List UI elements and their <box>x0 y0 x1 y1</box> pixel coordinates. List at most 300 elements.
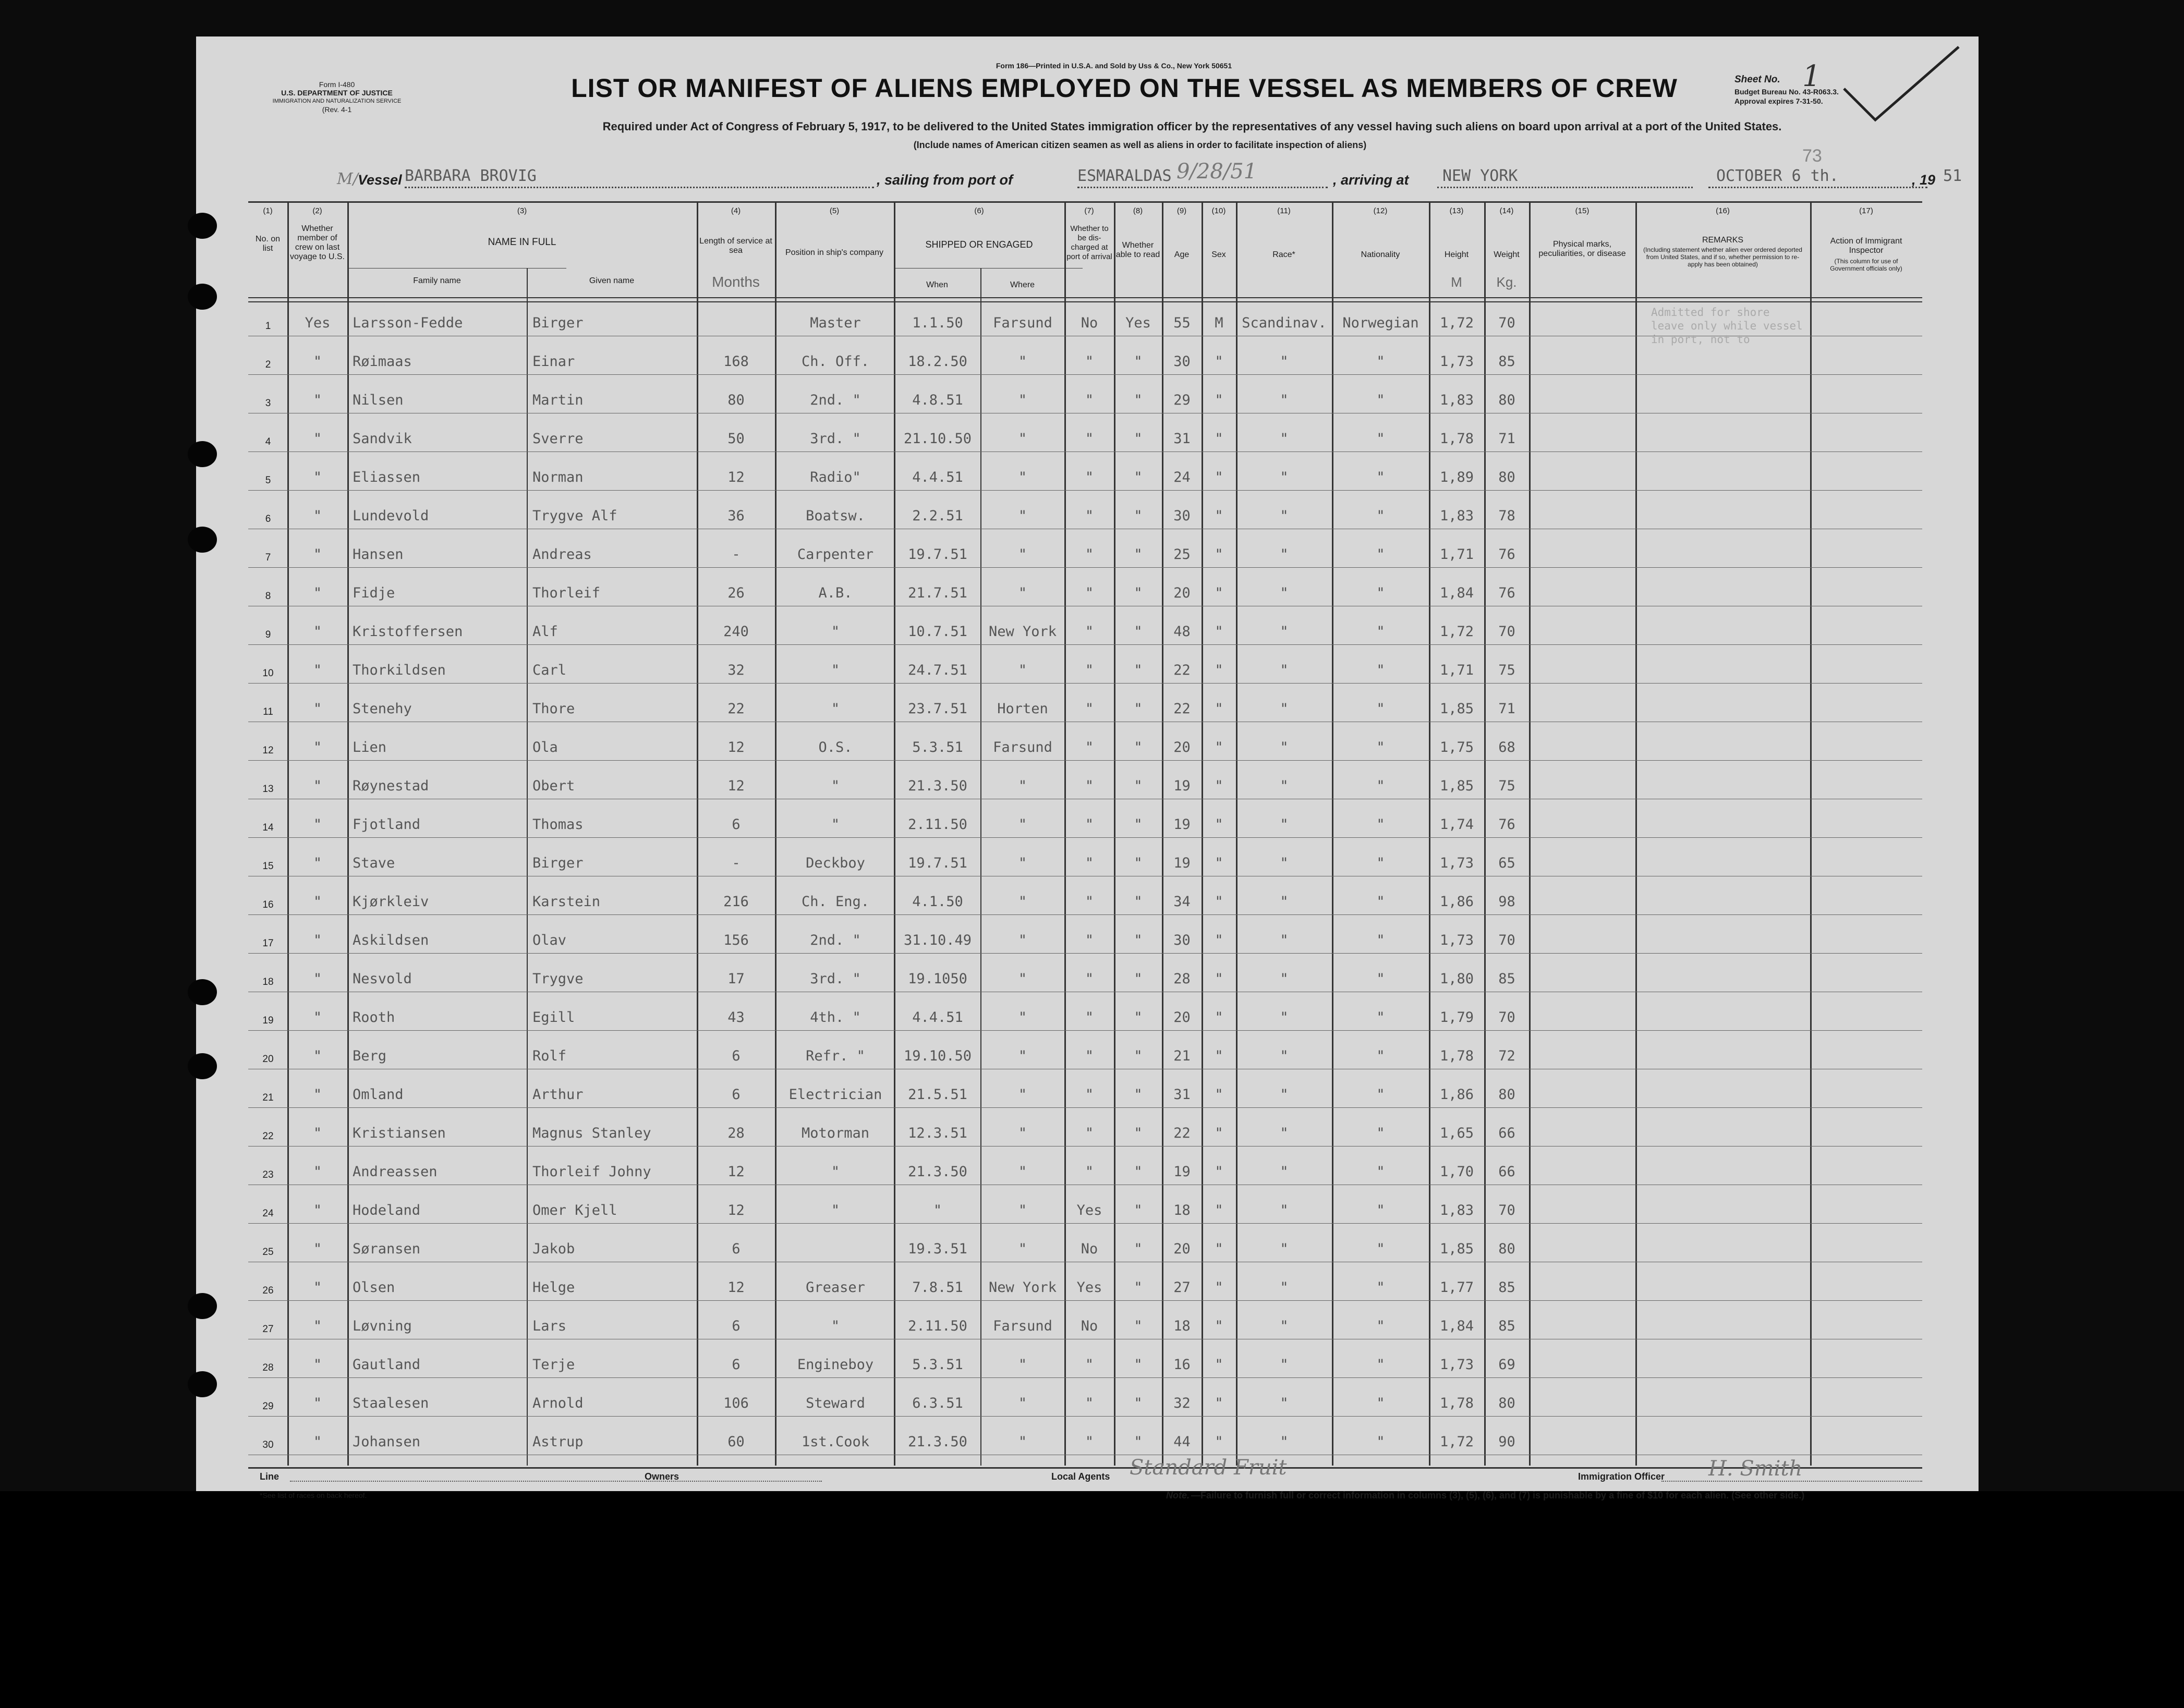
cell-service: 80 <box>727 392 745 408</box>
header-weight-unit: Kg. <box>1496 274 1517 290</box>
row-number: 8 <box>265 591 271 602</box>
column-border <box>1810 201 1812 1466</box>
cell-when: 21.3.50 <box>908 1434 967 1450</box>
cell-prev: " <box>313 1202 322 1218</box>
cell-family: Omland <box>353 1087 404 1103</box>
col-num: (4) <box>731 206 741 215</box>
cell-nat: " <box>1376 701 1385 717</box>
cell-when: 7.8.51 <box>912 1279 963 1296</box>
row-rule <box>248 914 1922 915</box>
cell-family: Nilsen <box>353 392 404 408</box>
cell-age: 25 <box>1173 546 1191 563</box>
row-rule <box>248 1223 1922 1224</box>
cell-sex: M <box>1215 315 1223 331</box>
cell-disch: No <box>1081 1318 1098 1334</box>
cell-given: Martin <box>532 392 584 408</box>
cell-height: 1,83 <box>1439 1202 1474 1218</box>
cell-where: New York <box>988 624 1057 640</box>
cell-when: 5.3.51 <box>912 739 963 755</box>
cell-family: Stave <box>353 855 395 871</box>
cell-disch: " <box>1085 662 1094 678</box>
cell-where: " <box>1018 816 1027 833</box>
cell-disch: " <box>1085 353 1094 370</box>
punch-hole <box>188 441 217 467</box>
cell-family: Johansen <box>353 1434 421 1450</box>
cell-race: " <box>1280 894 1289 910</box>
cell-given: Einar <box>532 353 575 370</box>
cell-weight: 70 <box>1498 1009 1515 1026</box>
header-last-voyage: Whether member of crew on last voyage to U.S. <box>290 224 345 261</box>
cell-service: 12 <box>727 469 745 485</box>
cell-position: Engineboy <box>797 1357 874 1373</box>
cell-height: 1,78 <box>1439 1395 1474 1411</box>
cell-read: " <box>1134 1202 1143 1218</box>
cell-prev: " <box>313 739 322 755</box>
cell-prev: " <box>313 1087 322 1103</box>
header-given-name: Given name <box>589 276 635 285</box>
cell-position: Master <box>810 315 861 331</box>
arrival-date: OCTOBER 6 th. <box>1716 167 1839 185</box>
cell-nat: " <box>1376 1087 1385 1103</box>
cell-family: Fidje <box>353 585 395 601</box>
col-num: (14) <box>1499 206 1514 215</box>
cell-race: " <box>1280 932 1289 948</box>
cell-nat: " <box>1376 353 1385 370</box>
cell-service: 12 <box>727 778 745 794</box>
row-number: 4 <box>265 436 271 447</box>
cell-sex: " <box>1215 739 1223 755</box>
cell-position: O.S. <box>818 739 853 755</box>
cell-sex: " <box>1215 353 1223 370</box>
header-age: Age <box>1174 250 1190 259</box>
cell-height: 1,80 <box>1439 971 1474 987</box>
cell-nat: " <box>1376 778 1385 794</box>
footer-line-underline <box>290 1481 822 1482</box>
cell-service: 17 <box>727 971 745 987</box>
row-rule <box>248 760 1922 761</box>
header-nationality: Nationality <box>1361 250 1400 259</box>
cell-weight: 71 <box>1498 431 1515 447</box>
cell-weight: 80 <box>1498 1087 1515 1103</box>
cell-read: " <box>1134 1241 1143 1257</box>
cell-disch: " <box>1085 1357 1094 1373</box>
cell-race: " <box>1280 1395 1289 1411</box>
cell-age: 22 <box>1173 1125 1191 1141</box>
cell-height: 1,78 <box>1439 431 1474 447</box>
row-number: 5 <box>265 475 271 486</box>
cell-position: Greaser <box>806 1279 865 1296</box>
cell-height: 1,79 <box>1439 1009 1474 1026</box>
cell-height: 1,72 <box>1439 624 1474 640</box>
cell-height: 1,72 <box>1439 1434 1474 1450</box>
cell-disch: " <box>1085 1009 1094 1026</box>
cell-nat: " <box>1376 1125 1385 1141</box>
cell-position: 2nd. " <box>810 392 861 408</box>
cell-race: " <box>1280 816 1289 833</box>
manifest-sheet <box>196 36 1979 1500</box>
cell-service: 6 <box>732 1048 741 1064</box>
cell-service: 32 <box>727 662 745 678</box>
cell-read: " <box>1134 1125 1143 1141</box>
cell-sex: " <box>1215 662 1223 678</box>
cell-disch: " <box>1085 701 1094 717</box>
col-num: (16) <box>1716 206 1730 215</box>
cell-given: Sverre <box>532 431 584 447</box>
footer-officer-handwritten: H. Smith <box>1708 1457 1803 1481</box>
cell-given: Thorleif <box>532 585 601 601</box>
cell-disch: " <box>1085 855 1094 871</box>
row-number: 25 <box>262 1247 274 1258</box>
cell-read: " <box>1134 585 1143 601</box>
cell-age: 22 <box>1173 701 1191 717</box>
cell-disch: " <box>1085 431 1094 447</box>
cell-race: " <box>1280 855 1289 871</box>
header-rule <box>248 297 1922 298</box>
cell-given: Birger <box>532 315 584 331</box>
cell-sex: " <box>1215 392 1223 408</box>
cell-age: 20 <box>1173 739 1191 755</box>
col-num: (7) <box>1084 206 1094 215</box>
col-num: (13) <box>1449 206 1464 215</box>
cell-age: 30 <box>1173 508 1191 524</box>
cell-sex: " <box>1215 855 1223 871</box>
row-number: 10 <box>262 668 274 679</box>
row-rule <box>248 953 1922 954</box>
cell-weight: 76 <box>1498 816 1515 833</box>
column-border <box>980 268 981 1466</box>
cell-service: - <box>732 546 741 563</box>
cell-sex: " <box>1215 1125 1223 1141</box>
cell-where: Horten <box>997 701 1048 717</box>
cell-where: " <box>1018 1202 1027 1218</box>
cell-nat: " <box>1376 1202 1385 1218</box>
cell-service: 12 <box>727 739 745 755</box>
cell-service: 6 <box>732 1241 741 1257</box>
cell-family: Stenehy <box>353 701 412 717</box>
cell-age: 27 <box>1173 1279 1191 1296</box>
cell-weight: 71 <box>1498 701 1515 717</box>
row-number: 19 <box>262 1015 274 1026</box>
header-physical-marks: Physical marks, peculiarities, or disease <box>1538 240 1626 258</box>
cell-prev: " <box>313 392 322 408</box>
row-number: 6 <box>265 514 271 524</box>
cell-when: 23.7.51 <box>908 701 967 717</box>
cell-prev: " <box>313 855 322 871</box>
cell-given: Astrup <box>532 1434 584 1450</box>
page-number: 73 <box>1802 146 1822 166</box>
cell-weight: 69 <box>1498 1357 1515 1373</box>
cell-family: Søransen <box>353 1241 421 1257</box>
footer-note-text: —Failure to furnish full or correct information in columns (3), (5), (6), and (7) is punishable by a fine of $10 for each alien. (See other side.) <box>1191 1490 1805 1500</box>
cell-when: 18.2.50 <box>908 353 967 370</box>
cell-age: 28 <box>1173 971 1191 987</box>
cell-prev: " <box>313 932 322 948</box>
form-subtitle-2: (Include names of American citizen seamen as well as aliens in order to facilitate inspection of aliens) <box>913 140 1367 150</box>
footer-line-label: Line <box>260 1471 280 1482</box>
cell-family: Askildsen <box>353 932 429 948</box>
row-rule <box>248 644 1922 645</box>
cell-prev: " <box>313 585 322 601</box>
cell-given: Thore <box>532 701 575 717</box>
row-number: 15 <box>262 861 274 872</box>
cell-nat: " <box>1376 469 1385 485</box>
header-family-name: Family name <box>413 276 461 285</box>
cell-race: " <box>1280 353 1289 370</box>
cell-weight: 76 <box>1498 585 1515 601</box>
cell-when: 21.5.51 <box>908 1087 967 1103</box>
cell-age: 24 <box>1173 469 1191 485</box>
cell-given: Trygve Alf <box>532 508 617 524</box>
cell-position: Steward <box>806 1395 865 1411</box>
cell-race: " <box>1280 1164 1289 1180</box>
cell-race: " <box>1280 1434 1289 1450</box>
cell-nat: " <box>1376 392 1385 408</box>
cell-height: 1,73 <box>1439 1357 1474 1373</box>
cell-race: Scandinav. <box>1242 315 1327 331</box>
cell-sex: " <box>1215 431 1223 447</box>
col-num: (5) <box>829 206 840 215</box>
cell-sex: " <box>1215 778 1223 794</box>
cell-height: 1,73 <box>1439 353 1474 370</box>
cell-given: Karstein <box>532 894 601 910</box>
cell-race: " <box>1280 971 1289 987</box>
row-rule <box>248 1107 1922 1108</box>
cell-disch: " <box>1085 469 1094 485</box>
cell-nat: " <box>1376 1395 1385 1411</box>
cell-when: 19.7.51 <box>908 855 967 871</box>
cell-given: Norman <box>532 469 584 485</box>
cell-prev: " <box>313 353 322 370</box>
cell-sex: " <box>1215 624 1223 640</box>
header-action-sub: (This column for use of Government officials only) <box>1830 258 1902 272</box>
row-number: 24 <box>262 1208 274 1219</box>
cell-weight: 66 <box>1498 1125 1515 1141</box>
cell-age: 19 <box>1173 1164 1191 1180</box>
footer-races-note: *See list of races on back hereof. <box>260 1491 367 1499</box>
cell-disch: " <box>1085 1087 1094 1103</box>
cell-service: 36 <box>727 508 745 524</box>
cell-service: 6 <box>732 1087 741 1103</box>
cell-nat: " <box>1376 932 1385 948</box>
row-rule <box>248 683 1922 684</box>
cell-when: 19.1050 <box>908 971 967 987</box>
cell-position: Boatsw. <box>806 508 865 524</box>
cell-nat: " <box>1376 431 1385 447</box>
row-number: 7 <box>265 552 271 563</box>
cell-disch: Yes <box>1076 1202 1102 1218</box>
cell-service: 168 <box>723 353 749 370</box>
cell-sex: " <box>1215 701 1223 717</box>
cell-sex: " <box>1215 1279 1223 1296</box>
row-number: 27 <box>262 1324 274 1335</box>
cell-where: " <box>1018 1357 1027 1373</box>
cell-disch: " <box>1085 1395 1094 1411</box>
cell-when: 6.3.51 <box>912 1395 963 1411</box>
cell-where: " <box>1018 855 1027 871</box>
shipped-sub-rule <box>895 268 1083 269</box>
header-able-to-read: Whether able to read <box>1115 241 1160 259</box>
cell-disch: No <box>1081 1241 1098 1257</box>
cell-sex: " <box>1215 1395 1223 1411</box>
cell-where: " <box>1018 1434 1027 1450</box>
cell-race: " <box>1280 1241 1289 1257</box>
cell-position: Refr. " <box>806 1048 865 1064</box>
form-id-block <box>269 80 405 114</box>
cell-given: Alf <box>532 624 558 640</box>
cell-when: 4.8.51 <box>912 392 963 408</box>
cell-service: 60 <box>727 1434 745 1450</box>
cell-nat: " <box>1376 546 1385 563</box>
vessel-prefix: M/ <box>337 170 358 188</box>
cell-disch: " <box>1085 739 1094 755</box>
arriving-port: NEW YORK <box>1442 167 1518 185</box>
budget-line-2: Approval expires 7-31-50. <box>1734 97 1823 105</box>
cell-nat: " <box>1376 624 1385 640</box>
cell-when: 1.1.50 <box>912 315 963 331</box>
col-num: (2) <box>312 206 322 215</box>
cell-position: Radio" <box>810 469 861 485</box>
scanner-background <box>0 1491 2184 1708</box>
cell-sex: " <box>1215 894 1223 910</box>
cell-when: 21.3.50 <box>908 778 967 794</box>
cell-race: " <box>1280 546 1289 563</box>
cell-where: Farsund <box>993 739 1052 755</box>
row-number: 18 <box>262 977 274 987</box>
header-position: Position in ship's company <box>785 248 884 257</box>
cell-position: " <box>831 1164 840 1180</box>
cell-weight: 85 <box>1498 1318 1515 1334</box>
remarks-note: Admitted for shore leave only while vessel in port, not to <box>1651 306 1803 346</box>
cell-position: " <box>831 1202 840 1218</box>
cell-age: 34 <box>1173 894 1191 910</box>
cell-family: Olsen <box>353 1279 395 1296</box>
footer-owners-label: Owners <box>645 1471 680 1482</box>
cell-family: Eliassen <box>353 469 421 485</box>
row-rule <box>248 374 1922 375</box>
cell-race: " <box>1280 1087 1289 1103</box>
footer-note-label: Note. <box>1166 1490 1190 1500</box>
cell-prev: " <box>313 778 322 794</box>
cell-race: " <box>1280 585 1289 601</box>
vessel-name: BARBARA BROVIG <box>405 167 537 185</box>
row-number: 22 <box>262 1131 274 1142</box>
cell-weight: 78 <box>1498 508 1515 524</box>
cell-race: " <box>1280 392 1289 408</box>
cell-race: " <box>1280 701 1289 717</box>
cell-nat: " <box>1376 739 1385 755</box>
footer-officer-underline <box>1661 1481 1922 1482</box>
row-rule <box>248 567 1922 568</box>
cell-height: 1,83 <box>1439 392 1474 408</box>
header-race: Race* <box>1272 250 1295 259</box>
cell-height: 1,65 <box>1439 1125 1474 1141</box>
cell-height: 1,84 <box>1439 1318 1474 1334</box>
printer-line: Form 186—Printed in U.S.A. and Sold by Uss & Co., New York 50651 <box>996 62 1232 70</box>
header-where: Where <box>1010 280 1035 289</box>
cell-position: 2nd. " <box>810 932 861 948</box>
cell-prev: " <box>313 1279 322 1296</box>
row-number: 20 <box>262 1054 274 1065</box>
cell-race: " <box>1280 1357 1289 1373</box>
row-number: 2 <box>265 359 271 370</box>
cell-age: 48 <box>1173 624 1191 640</box>
header-length-service: Length of service at sea <box>699 237 772 255</box>
cell-age: 22 <box>1173 662 1191 678</box>
cell-where: Farsund <box>993 315 1052 331</box>
cell-service: 6 <box>732 816 741 833</box>
cell-position: Ch. Eng. <box>801 894 870 910</box>
cell-family: Kjørkleiv <box>353 894 429 910</box>
cell-position: Motorman <box>801 1125 870 1141</box>
punch-hole <box>188 213 217 239</box>
name-sub-rule <box>349 268 566 269</box>
cell-race: " <box>1280 431 1289 447</box>
form-id-line: U.S. DEPARTMENT OF JUSTICE <box>281 89 393 97</box>
cell-family: Thorkildsen <box>353 662 446 678</box>
cell-read: " <box>1134 778 1143 794</box>
form-id-line: (Rev. 4-1 <box>322 105 352 114</box>
cell-age: 30 <box>1173 932 1191 948</box>
form-title: LIST OR MANIFEST OF ALIENS EMPLOYED ON THE VESSEL AS MEMBERS OF CREW <box>571 74 1678 103</box>
cell-where: " <box>1018 662 1027 678</box>
header-when: When <box>926 280 948 289</box>
cell-race: " <box>1280 662 1289 678</box>
cell-weight: 72 <box>1498 1048 1515 1064</box>
cell-height: 1,89 <box>1439 469 1474 485</box>
footer-agents-handwritten: Standard Fruit <box>1130 1456 1287 1480</box>
row-number: 26 <box>262 1285 274 1296</box>
cell-read: " <box>1134 1048 1143 1064</box>
cell-disch: " <box>1085 546 1094 563</box>
cell-weight: 66 <box>1498 1164 1515 1180</box>
cell-disch: " <box>1085 585 1094 601</box>
form-id-line: Form I-480 <box>319 80 355 89</box>
cell-weight: 85 <box>1498 1279 1515 1296</box>
cell-nat: " <box>1376 585 1385 601</box>
cell-prev: " <box>313 1125 322 1141</box>
cell-sex: " <box>1215 469 1223 485</box>
row-number: 17 <box>262 938 274 949</box>
col-num: (11) <box>1277 206 1291 215</box>
sheet-number: 1 <box>1802 59 1821 93</box>
cell-disch: Yes <box>1076 1279 1102 1296</box>
cell-when: 2.2.51 <box>912 508 963 524</box>
sailing-label: , sailing from port of <box>877 172 1013 188</box>
cell-service: 26 <box>727 585 745 601</box>
year: 51 <box>1943 167 1962 185</box>
cell-sex: " <box>1215 971 1223 987</box>
cell-given: Thorleif Johny <box>532 1164 651 1180</box>
cell-weight: 80 <box>1498 1395 1515 1411</box>
cell-family: Staalesen <box>353 1395 429 1411</box>
cell-position <box>778 1239 893 1260</box>
cell-age: 55 <box>1173 315 1191 331</box>
cell-when: 31.10.49 <box>903 932 972 948</box>
cell-nat: " <box>1376 816 1385 833</box>
cell-weight: 80 <box>1498 392 1515 408</box>
cell-height: 1,86 <box>1439 894 1474 910</box>
row-number: 13 <box>262 784 274 795</box>
cell-position: 3rd. " <box>810 971 861 987</box>
cell-weight: 80 <box>1498 469 1515 485</box>
cell-where: " <box>1018 1087 1027 1103</box>
cell-when: 10.7.51 <box>908 624 967 640</box>
cell-disch: " <box>1085 971 1094 987</box>
cell-prev: " <box>313 508 322 524</box>
cell-family: Røynestad <box>353 778 429 794</box>
punch-hole <box>188 527 217 553</box>
cell-position: " <box>831 816 840 833</box>
